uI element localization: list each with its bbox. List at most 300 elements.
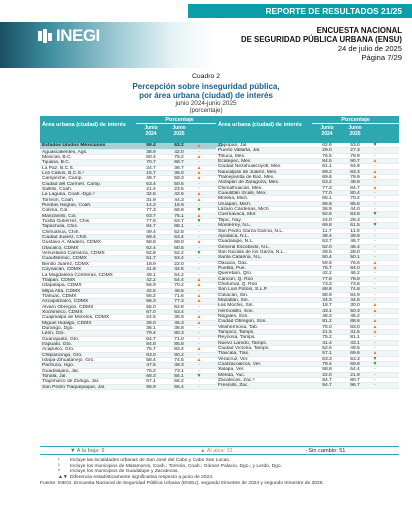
col-city-header: Área urbana (ciudad) de interés (218, 122, 302, 128)
change-symbol: - (374, 243, 376, 250)
change-symbol: - (374, 206, 376, 213)
value-2024: 83.0 (146, 352, 156, 358)
value-2025: 63.2 (174, 143, 184, 148)
value-2025: 39.9 (350, 233, 360, 239)
value-2024: 50.4 (322, 255, 332, 261)
value-2025: 84.9 (350, 292, 360, 298)
city-name: Piedras Negras, Coah. (42, 203, 92, 209)
change-symbol: ▲ (196, 282, 202, 289)
value-2024: 75.2 (322, 335, 332, 341)
table-header (40, 116, 223, 143)
change-symbol: - (198, 266, 200, 273)
value-2024: 36.0 (146, 320, 156, 326)
value-2024: 84.5 (322, 159, 332, 165)
top-bar (0, 0, 412, 22)
city-name: Colima, Col. (42, 208, 69, 214)
city-name: Tuxtla Gutiérrez, Chis. (42, 219, 91, 225)
table-header (216, 116, 399, 143)
legend-no-change: - Sin cambio: 51 (305, 448, 346, 454)
city-name: Xalapa, Ver. (218, 367, 245, 373)
value-2024: 84.8 (146, 341, 156, 347)
change-symbol: - (374, 313, 376, 319)
value-2025: 36.7 (174, 165, 184, 171)
change-symbol: ▲ (196, 357, 202, 363)
change-symbol: ▲ (196, 298, 202, 305)
rows-left (40, 143, 223, 390)
value-2024: 32.5 (146, 192, 156, 198)
value-2024: 46.3 (322, 314, 332, 319)
value-2025: 85.8 (174, 341, 184, 347)
value-2025: 50.3 (350, 308, 360, 314)
city-name: Benito Juárez, CDMX (42, 261, 90, 267)
city-name: San Nicolás de los Garza, N.L. (218, 249, 285, 255)
value-2024: 52.6 (322, 346, 332, 352)
change-symbol: - (374, 296, 376, 303)
value-2024: 16.7 (146, 170, 156, 176)
value-2024: 63.7 (146, 213, 156, 219)
value-2024: 67.0 (146, 309, 156, 315)
change-symbol: ▲ (196, 239, 202, 246)
value-2024: 36.9 (322, 207, 332, 213)
city-name: Reynosa, Tamps. (218, 335, 256, 341)
change-symbol: - (374, 227, 376, 234)
change-symbol: - (198, 223, 200, 230)
value-2025: 60.5 (174, 245, 184, 251)
value-2025: 73.1 (174, 368, 184, 374)
value-2025: 78.9 (350, 276, 360, 282)
value-2024: 38.9 (146, 149, 156, 155)
value-2025: 63.4 (174, 309, 184, 315)
survey-title-1: ENCUESTA NACIONAL (316, 26, 402, 35)
change-symbol: ▲ (372, 168, 378, 175)
change-symbol: - (374, 334, 376, 341)
value-2024: 61.1 (322, 164, 332, 170)
value-2024: 42.5 (146, 288, 156, 294)
value-2025: 50.1 (350, 255, 360, 261)
change-symbol: - (198, 234, 200, 241)
change-symbol: - (198, 260, 200, 267)
value-2024: 73.3 (322, 281, 332, 287)
value-2024: 79.4 (146, 331, 156, 337)
city-name: Coyoacán, CDMX (42, 267, 82, 273)
value-2025: 88.1 (174, 224, 184, 230)
value-2024: 65.1 (322, 196, 332, 202)
city-name: Gustavo A. Madero, CDMX (42, 240, 101, 246)
change-symbol: ▼ (372, 361, 378, 368)
city-name: Álvaro Obregón, CDMX (42, 304, 94, 310)
value-2024: 18.7 (322, 303, 332, 309)
value-2024: 28.5 (322, 249, 332, 255)
city-name: Tijuana, B.C. (42, 160, 71, 166)
value-2025: 84.0 (350, 265, 360, 271)
value-2024: 68.3 (146, 374, 156, 380)
value-2025: 52.2 (174, 251, 184, 257)
col-percent-header: Porcentaje (136, 117, 223, 124)
city-name: Apodaca, N.L. (218, 233, 249, 239)
value-2025: 42.0 (174, 149, 184, 155)
city-name: Ixtapa-Zihuatanejo, Gro. (42, 358, 95, 363)
value-2025: 44.0 (350, 207, 360, 213)
city-name: Tláhuac, CDMX (42, 293, 77, 299)
city-name: San Pedro Tlaquepaque, Jal. (42, 384, 106, 390)
value-2024: 84.7 (322, 378, 332, 384)
value-2024: 62.8 (146, 251, 156, 257)
value-2025: 80.4 (350, 191, 360, 197)
city-name: Puebla, Pue. (218, 265, 247, 271)
city-name: Coatzacoalcos, Ver. (218, 362, 262, 368)
change-symbol: ▼ (196, 250, 202, 257)
value-2025: 88.6 (350, 319, 360, 325)
change-symbol: - (374, 291, 376, 298)
inegi-logo-icon (38, 29, 56, 43)
value-2025: 16.9 (174, 203, 184, 209)
change-symbol: ▲ (196, 175, 202, 182)
value-2024: 58.6 (146, 240, 156, 246)
city-name: Tonalá, Jal. (42, 374, 67, 380)
value-2025: 59.3 (174, 176, 184, 182)
change-symbol: ▲ (196, 314, 202, 321)
value-2025: 71.6 (174, 293, 184, 299)
change-symbol: - (198, 351, 200, 358)
footnote-text: Incluye los municipios de Matamoros, Coah.; Torreón, Coah.; Gómez Palacio, Dgo.; y Lerdo, Dgo. (70, 463, 282, 469)
change-symbol: - (374, 163, 376, 170)
value-2025: 34.5 (350, 297, 360, 303)
value-2024: 63.3 (322, 356, 332, 362)
city-name: Lázaro Cárdenas, Mich. (218, 207, 270, 213)
value-2025: 46.2 (350, 271, 360, 277)
legend-up: ▲ Al alza: 31 (200, 448, 233, 454)
table-title-1: Percepción sobre inseguridad pública, (132, 82, 280, 91)
city-name: Miguel Hidalgo, CDMX (42, 320, 92, 326)
value-2025: 42.5 (174, 192, 184, 198)
change-symbol: ▼ (196, 218, 202, 225)
value-2025: 23.5 (174, 187, 184, 192)
change-symbol: - (374, 270, 376, 277)
change-symbol: ▼ (372, 222, 378, 229)
change-symbol: - (198, 335, 200, 342)
change-symbol: - (198, 180, 200, 187)
change-symbol: ▲ (196, 196, 202, 203)
change-symbol: ▲ (372, 264, 378, 271)
value-2025: 63.4 (174, 235, 184, 241)
value-2025: 68.7 (174, 160, 184, 166)
value-2025: 90.7 (350, 159, 360, 165)
city-name: Uruapan, Mich. (218, 201, 252, 207)
value-2024: 24.0 (322, 217, 332, 223)
value-2025: 44.3 (174, 197, 184, 203)
change-symbol: - (374, 216, 376, 223)
value-2025: 68.8 (174, 208, 184, 214)
value-2024: 69.8 (322, 223, 332, 229)
change-symbol: ▲ (196, 143, 202, 149)
change-symbol: - (198, 362, 200, 369)
city-name: Fresnillo, Zac. (218, 383, 249, 389)
city-name: Puerto Vallarta, Jal. (218, 148, 261, 154)
value-2025: 68.0 (174, 240, 184, 246)
footnote-key: ▲▼ (58, 475, 68, 481)
value-2024: 49.4 (146, 229, 156, 235)
change-symbol: - (198, 202, 200, 209)
change-symbol: ▲ (372, 174, 378, 181)
city-name: Hermosillo, Son. (218, 308, 254, 314)
table-left (40, 116, 223, 390)
col-percent-header: Porcentaje (312, 117, 399, 124)
value-2025: 84.7 (350, 185, 360, 191)
value-2025: 46.4 (350, 244, 360, 250)
value-2024: 75.0 (322, 324, 332, 330)
city-name: Chilpancingo, Gro. (42, 352, 83, 358)
city-name: Ciudad Victoria, Tamps. (218, 346, 270, 352)
change-symbol: - (198, 383, 200, 390)
value-2025: 75.1 (174, 213, 184, 219)
survey-title-2: DE SEGURIDAD PÚBLICA URBANA (ENSU) (241, 35, 402, 44)
city-name: Atizapán de Zaragoza, Méx. (218, 180, 280, 186)
city-name: Tlajomulco de Zúñiga, Jal. (42, 379, 100, 385)
col-2024-header: Junio 2024 (144, 125, 158, 137)
change-symbol: - (374, 286, 376, 293)
change-symbol: ▼ (196, 373, 202, 380)
city-name: San Luis Potosí, S.L.P. (218, 287, 268, 293)
value-2025: 96.7 (350, 383, 360, 389)
city-name: Monterrey, N.L. (218, 223, 252, 229)
value-2025: 27.3 (350, 148, 360, 154)
page-number: Página 7/29 (361, 53, 402, 62)
value-2024: 57.1 (322, 351, 332, 357)
table-row (216, 383, 399, 388)
city-name: Saltillo, Coah. (42, 187, 73, 192)
value-2025: 83.8 (350, 212, 360, 218)
city-name: Venustiano Carranza, CDMX (42, 251, 105, 257)
value-2024: 69.4 (146, 235, 156, 241)
value-2025: 85.5 (350, 201, 360, 207)
city-name: Cuauhtémoc, CDMX (42, 256, 87, 262)
table-unit: (porcentaje) (189, 107, 223, 114)
value-2025: 69.8 (350, 362, 360, 368)
value-2024: 66.3 (146, 299, 156, 305)
value-2024: 58.4 (146, 358, 156, 363)
value-2024: 59.6 (322, 260, 332, 266)
value-2024: 21.4 (146, 187, 156, 192)
city-name: Villahermosa, Tab. (218, 324, 259, 330)
footnote-key: ³ (58, 469, 60, 475)
change-symbol: ▲ (372, 350, 378, 357)
change-symbol: - (198, 271, 200, 278)
change-symbol: - (198, 303, 200, 310)
value-2025: 28.3 (350, 217, 360, 223)
city-name: Zacatecas, Zac.³ (218, 378, 255, 384)
value-2024: 77.0 (322, 191, 332, 197)
value-2024: 24.5 (146, 315, 156, 321)
city-name: Mérida, Yuc. (218, 372, 246, 378)
value-2024: 68.8 (322, 287, 332, 293)
city-name: Ciudad Juárez, Chih. (42, 235, 88, 241)
city-name: Toluca, Méx. (218, 153, 246, 159)
value-2024: 43.1 (322, 308, 332, 314)
value-2025: 71.0 (174, 336, 184, 342)
value-2024: 77.3 (146, 208, 156, 214)
value-2024: 69.2 (322, 169, 332, 175)
change-symbol: - (198, 244, 200, 251)
change-symbol: ▲ (372, 158, 378, 165)
value-2024: 14.3 (146, 203, 156, 209)
city-name: Iztapalapa, CDMX (42, 283, 82, 289)
table-right (216, 116, 399, 389)
city-name: La Magdalena Contreras, CDMX (42, 272, 113, 278)
change-symbol: - (198, 308, 200, 315)
city-name: Tapachula, Chis. (42, 224, 79, 230)
value-2025: 78.9 (350, 175, 360, 181)
city-name: Los Mochis, Sin. (218, 303, 254, 309)
change-symbol: - (198, 367, 200, 374)
value-2024: 94.7 (322, 383, 332, 389)
city-name: Ciudad Obregón, Son. (218, 319, 267, 325)
value-2025: 83.3 (350, 169, 360, 175)
footnote-key: ² (58, 463, 60, 469)
value-2025: 76.6 (350, 260, 360, 266)
value-2025: 63.7 (174, 219, 184, 225)
city-name: San Pedro Garza García, N.L. (218, 228, 284, 234)
city-name: Cuernavaca, Mor. (218, 212, 257, 218)
value-2024: 84.7 (146, 224, 156, 230)
city-name: Manzanillo, Col. (42, 213, 77, 219)
change-symbol: - (374, 377, 376, 384)
change-symbol: ▲ (372, 329, 378, 336)
value-2025: 42.5 (174, 267, 184, 273)
city-name: Guadalupe, N.L. (218, 239, 254, 245)
value-2024: 53.2 (322, 180, 332, 186)
value-2025: 54.4 (174, 277, 184, 283)
change-legend (40, 446, 399, 455)
change-symbol: ▲ (196, 169, 202, 176)
value-2025: 61.5 (350, 223, 360, 229)
city-name: Chihuahua, Chih. (42, 229, 80, 235)
value-2025: 83.0 (350, 324, 360, 330)
value-2025: 74.8 (350, 287, 360, 293)
city-name: Acapulco, Gro. (42, 347, 75, 353)
value-2024: 88.9 (322, 292, 332, 298)
value-2025: 69.6 (350, 351, 360, 357)
value-2024: 70.7 (146, 160, 156, 166)
value-2025: 74.5 (174, 358, 184, 363)
survey-header (241, 26, 402, 62)
change-symbol: - (374, 366, 376, 373)
value-2024: 47.5 (146, 363, 156, 369)
change-symbol: - (374, 248, 376, 255)
value-2025: 36.0 (174, 170, 184, 176)
value-2025: 65.4 (174, 384, 184, 390)
value-2025: 77.3 (174, 299, 184, 305)
value-2025: 64.4 (350, 367, 360, 373)
value-2024: 18.9 (146, 261, 156, 267)
footnote (40, 481, 402, 487)
value-2025: 53.4 (174, 256, 184, 262)
inegi-logo: INEGI (56, 26, 100, 45)
footnote-key: ¹ (58, 458, 60, 463)
city-name: Nuevo Laredo, Tamps. (218, 340, 268, 346)
value-2025: 36.9 (174, 315, 184, 321)
change-symbol: - (374, 345, 376, 352)
change-symbol: ▲ (196, 212, 202, 219)
city-name: Xochimilco, CDMX (42, 309, 83, 315)
change-symbol: - (374, 382, 376, 389)
value-2025: 78.2 (174, 154, 184, 160)
value-2025: 54.2 (174, 272, 184, 278)
value-2024: 77.3 (322, 185, 332, 191)
table-row (40, 385, 223, 390)
change-symbol: - (374, 190, 376, 197)
city-name: Ecatepec, Méx. (218, 159, 252, 165)
value-2024: 34.3 (322, 297, 332, 303)
change-symbol: - (198, 287, 200, 294)
value-2024: 24.7 (146, 165, 156, 171)
city-name: Tlalpan, CDMX (42, 277, 76, 283)
city-name: Pachuca, Hgo. (42, 363, 75, 369)
change-symbol: ▲ (196, 153, 202, 160)
change-symbol: ▲ (372, 323, 378, 330)
change-symbol: - (198, 228, 200, 235)
city-name: Tampico, Tamps. (218, 330, 255, 336)
city-name: Mexicali, B.C. (42, 154, 72, 160)
footnote-text: Diferencia estadísticamente significativa respecto a junio de 2024. (70, 475, 214, 481)
change-symbol: ▼ (372, 355, 378, 362)
value-2024: 62.4 (146, 245, 156, 251)
value-2024: 59.4 (146, 143, 156, 148)
city-name: Iztacalco, CDMX (42, 245, 79, 251)
change-symbol: ▲ (196, 319, 202, 326)
value-2025: 28.0 (350, 249, 360, 255)
change-symbol: - (374, 200, 376, 207)
city-name: La Paz, B.C.S. (42, 165, 75, 171)
col-city-header: Área urbana (ciudad) de interés (42, 122, 126, 128)
value-2025: 11.0 (350, 228, 360, 234)
city-name: Ciudad del Carmen, Camp. (42, 181, 102, 187)
value-2025: 70.2 (350, 196, 360, 202)
city-name: León, Gto. (42, 331, 65, 337)
city-name: Durango, Dgo. (42, 325, 74, 331)
value-2025: 43.1 (350, 340, 360, 346)
change-symbol: - (198, 330, 200, 337)
value-2024: 79.4 (322, 362, 332, 368)
value-2025: 49.8 (350, 180, 360, 186)
city-name: Oaxaca, Oax. (218, 260, 248, 266)
footnote-text: Incluye las localidades urbanas de San José del Cabo y Cabo San Lucas. (70, 458, 231, 463)
value-2025: 81.1 (350, 335, 360, 341)
value-2024: 77.5 (146, 219, 156, 225)
value-2024: 53.4 (146, 181, 156, 187)
release-date: 24 de julio de 2025 (337, 44, 402, 53)
change-symbol: - (374, 152, 376, 159)
value-2025: 48.3 (174, 363, 184, 369)
change-symbol: ▲ (196, 164, 202, 171)
change-symbol: - (374, 280, 376, 287)
value-2024: 76.7 (322, 265, 332, 271)
change-symbol: ▲ (196, 276, 202, 283)
value-2025: 66.2 (174, 379, 184, 385)
value-2024: 41.4 (322, 340, 332, 346)
city-name: Estados Unidos Mexicanos (42, 143, 106, 148)
city-name: Cancún, Q. Roo (218, 276, 254, 282)
value-2025: 83.4 (174, 347, 184, 353)
change-symbol: ▲ (372, 259, 378, 266)
value-2024: 11.7 (322, 228, 332, 234)
city-name: Cuautitlán Izcalli, Méx. (218, 191, 267, 197)
value-2024: 51.7 (146, 256, 156, 262)
value-2024: 49.7 (146, 176, 156, 182)
report-banner: REPORTE DE RESULTADOS 21/25 (188, 4, 412, 18)
value-2024: 21.5 (322, 330, 332, 336)
city-name: Cuajimalpa de Morelos, CDMX (42, 315, 110, 321)
value-2024: 36.1 (146, 325, 156, 331)
